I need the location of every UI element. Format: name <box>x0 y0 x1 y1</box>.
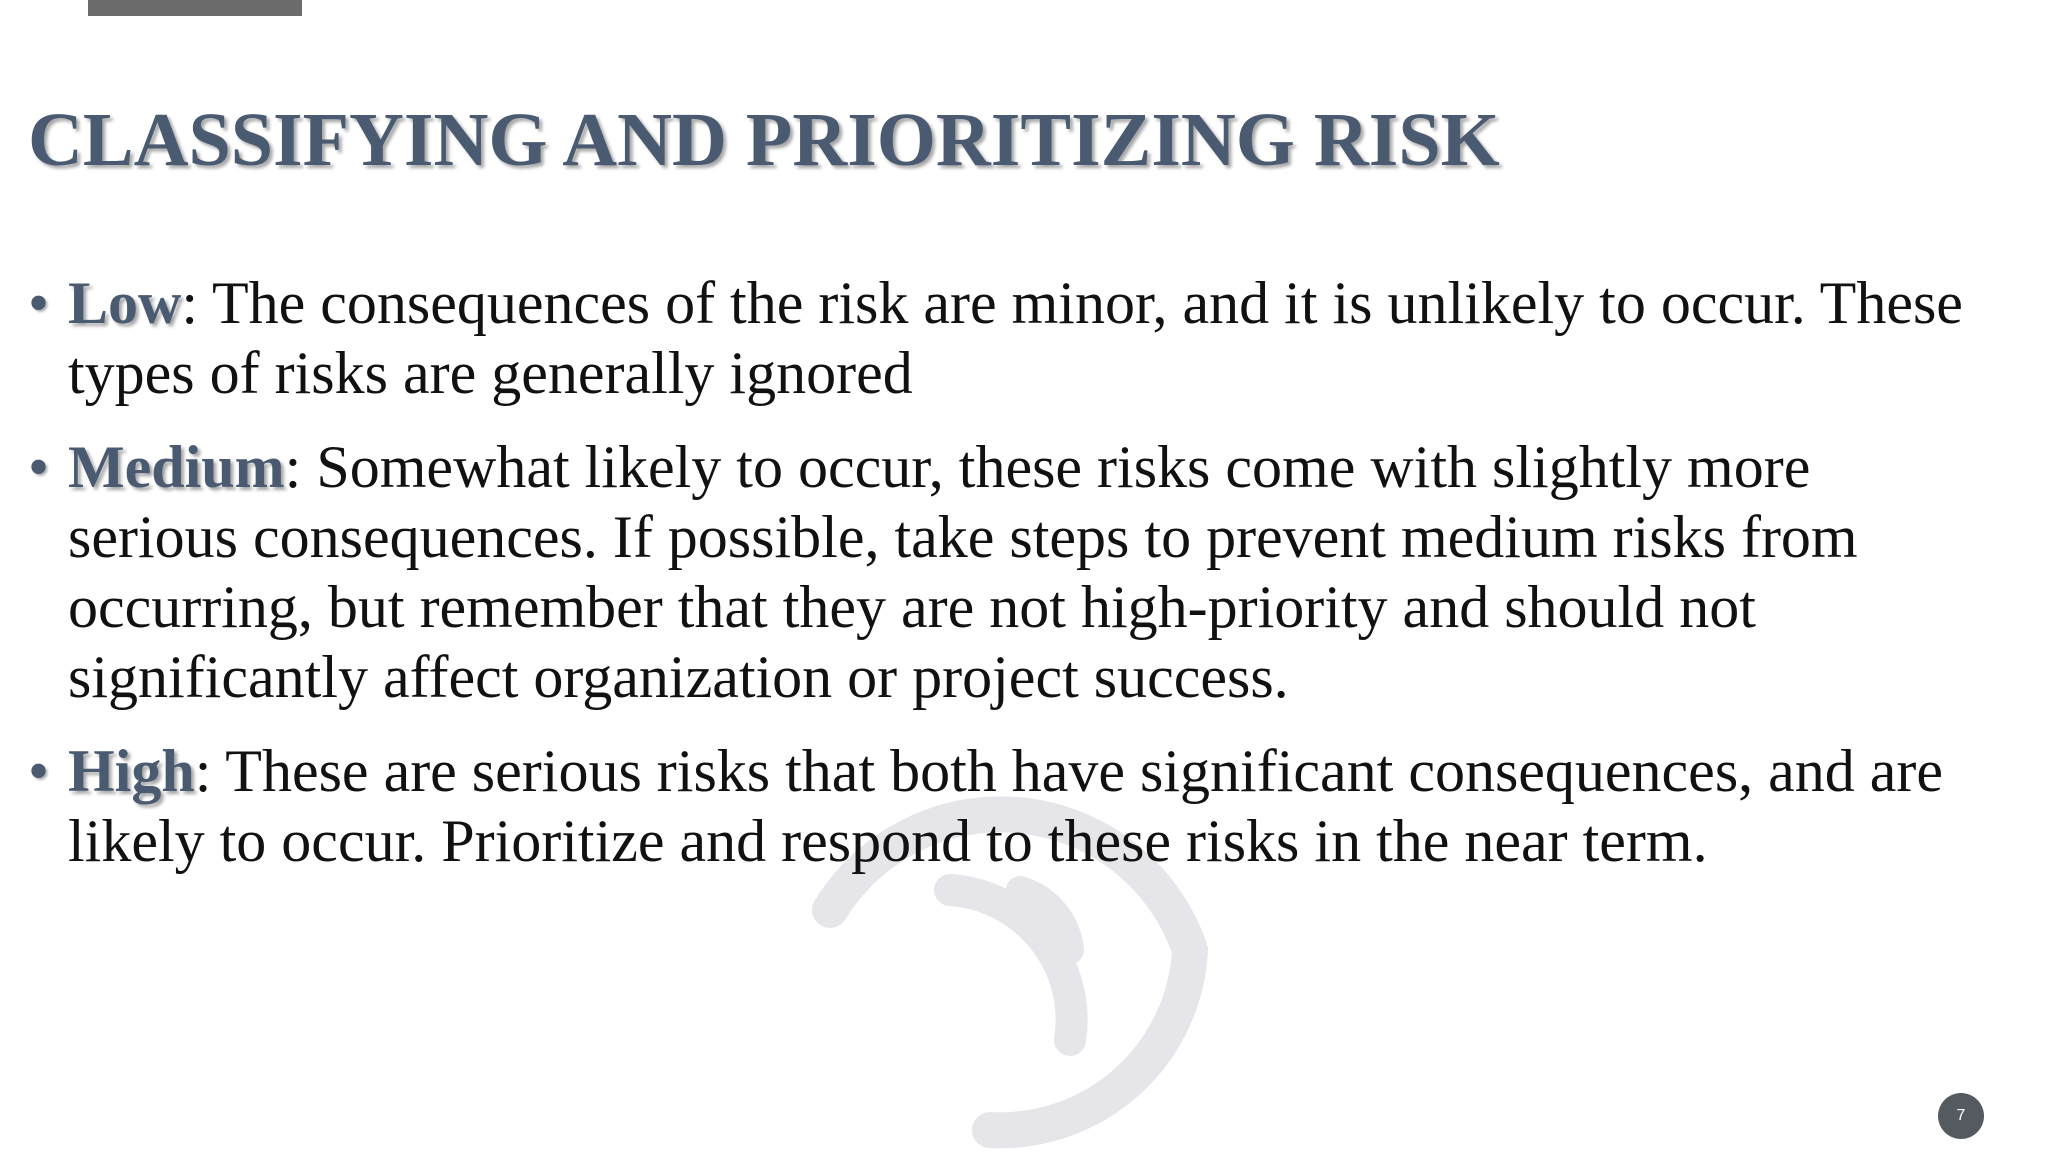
bullet-medium <box>28 432 1988 712</box>
bullet-marker: • <box>28 738 50 804</box>
bullet-marker: • <box>28 270 50 336</box>
bullet-text: : The consequences of the risk are minor, and it is unlikely to occur. These types of risks are generally ignored <box>68 270 1963 406</box>
bullet-text: : These are serious risks that both have significant consequences, and are likely to occur. Prioritize and respond to these risks in the near term. <box>68 738 1944 874</box>
bullet-term: Medium <box>68 434 285 500</box>
slide-title: CLASSIFYING AND PRIORITIZING RISK <box>28 98 1500 182</box>
bullet-term: Low <box>68 270 182 336</box>
bullet-low <box>28 268 1988 408</box>
top-accent-bar <box>88 0 302 16</box>
page-number-badge: 7 <box>1938 1093 1984 1139</box>
bullet-text: : Somewhat likely to occur, these risks come with slightly more serious consequences. If possible, take steps to prevent medium risks from occurring, but remember that they are not high-priority and should not significantly affect organization or project success. <box>68 434 1858 710</box>
bullet-high <box>28 736 1988 876</box>
bullet-term: High <box>68 738 195 804</box>
bullet-list <box>28 268 1988 900</box>
bullet-marker: • <box>28 434 50 500</box>
